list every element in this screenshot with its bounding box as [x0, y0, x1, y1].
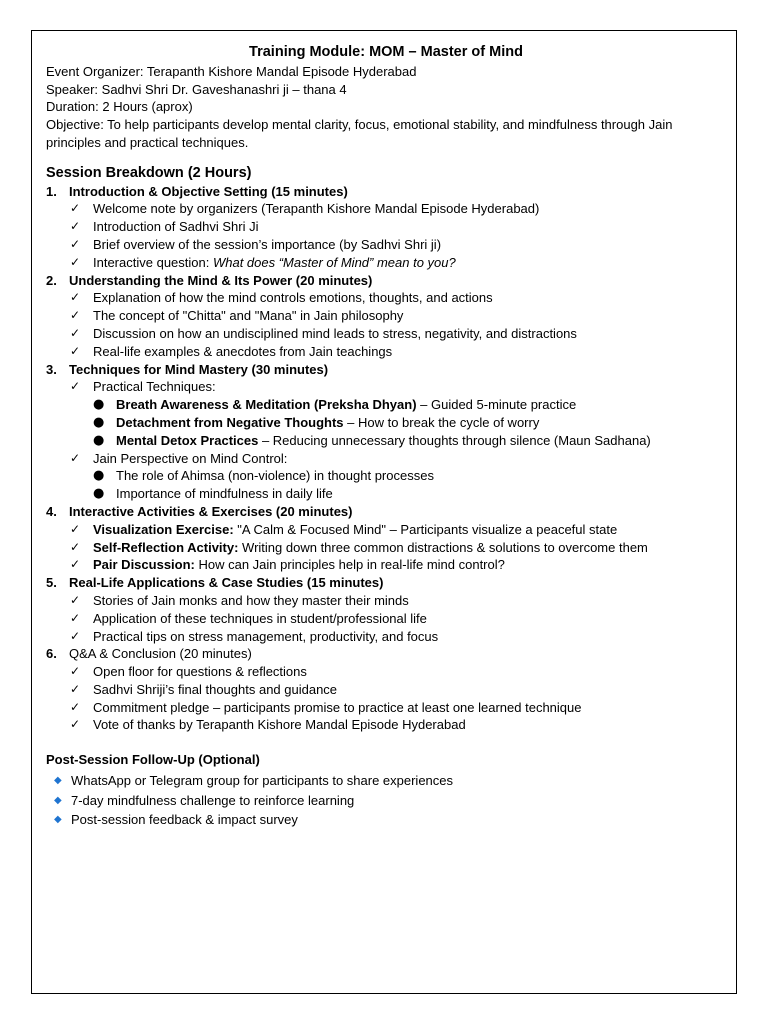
- check-item-text: Stories of Jain monks and how they master their minds: [93, 592, 409, 608]
- bullet-item: [46, 467, 726, 485]
- session-title: [46, 574, 726, 592]
- check-item-text: Welcome note by organizers (Terapanth Kishore Mandal Episode Hyderabad): [93, 201, 540, 217]
- followup-list: [46, 771, 726, 830]
- check-list: [46, 663, 726, 734]
- session-item: [46, 645, 726, 734]
- checkmark-icon: ✓: [70, 254, 81, 269]
- followup-item: [46, 810, 726, 830]
- session-title-text: Techniques for Mind Mastery (30 minutes): [69, 361, 329, 377]
- check-item-text: Commitment pledge – participants promise to practice at least one learned technique: [93, 699, 582, 715]
- session-number: 6.: [46, 646, 57, 662]
- check-item: [46, 254, 726, 272]
- session-breakdown-heading: Session Breakdown (2 Hours): [46, 164, 252, 181]
- session-list: [46, 183, 726, 735]
- check-item: [46, 592, 726, 610]
- session-item: [46, 272, 726, 361]
- session-number: 2.: [46, 272, 57, 288]
- check-item: [46, 325, 726, 343]
- check-item: [46, 628, 726, 646]
- session-title-text: Understanding the Mind & Its Power (20 minutes): [69, 272, 373, 288]
- bullet-icon: ●: [93, 432, 105, 448]
- checkmark-icon: ✓: [70, 699, 81, 714]
- check-list: [46, 450, 726, 468]
- activity-desc: How can Jain principles help in real-life mind control?: [194, 557, 505, 573]
- check-item-text: Interactive question:: [93, 254, 213, 270]
- checkmark-icon: ✓: [70, 592, 81, 607]
- bullet-icon: ●: [93, 486, 105, 502]
- check-item-text: Explanation of how the mind controls emotions, thoughts, and actions: [93, 290, 493, 306]
- activity-name: Visualization Exercise:: [93, 521, 234, 537]
- diamond-bullet-icon: ◆: [54, 794, 62, 806]
- check-item: [46, 307, 726, 325]
- followup-item: [46, 771, 726, 791]
- checkmark-icon: ✓: [70, 539, 81, 554]
- diamond-bullet-icon: ◆: [54, 775, 62, 787]
- check-item-text: Vote of thanks by Terapanth Kishore Mandal Episode Hyderabad: [93, 717, 466, 733]
- check-list: [46, 592, 726, 645]
- activity-name: Self-Reflection Activity:: [93, 539, 239, 555]
- document-body: [46, 44, 726, 830]
- activity-desc: "A Calm & Focused Mind" – Participants visualize a peaceful state: [233, 521, 618, 537]
- session-title-text: Interactive Activities & Exercises (20 minutes): [69, 503, 353, 519]
- check-item: [46, 716, 726, 734]
- check-item-text: Open floor for questions & reflections: [93, 664, 307, 680]
- checkmark-icon: ✓: [70, 379, 81, 394]
- check-item-text: Brief overview of the session’s importance (by Sadhvi Shri ji): [93, 236, 442, 252]
- technique-name: Mental Detox Practices: [116, 432, 259, 448]
- session-item: [46, 183, 726, 272]
- check-item: [46, 200, 726, 218]
- session-number: 5.: [46, 575, 57, 591]
- check-item-text: Sadhvi Shriji’s final thoughts and guidance: [93, 681, 338, 697]
- session-item: [46, 503, 726, 574]
- technique-desc: – Guided 5-minute practice: [416, 397, 577, 413]
- checkmark-icon: ✓: [70, 557, 81, 572]
- followup-item: [46, 791, 726, 811]
- organizer-line: Event Organizer: Terapanth Kishore Mandal Episode Hyderabad: [46, 63, 417, 79]
- check-item: [46, 218, 726, 236]
- technique-name: Breath Awareness & Meditation (Preksha Dhyan): [116, 397, 417, 413]
- activity-desc: Writing down three common distractions & solutions to overcome them: [238, 539, 648, 555]
- check-list: [46, 521, 726, 574]
- session-title-text: Real-Life Applications & Case Studies (15 minutes): [69, 575, 384, 591]
- check-item: [46, 521, 726, 539]
- session-title: [46, 272, 726, 290]
- check-item: [46, 699, 726, 717]
- interactive-question: What does “Master of Mind” mean to you?: [212, 254, 456, 270]
- checkmark-icon: ✓: [70, 610, 81, 625]
- check-item-text: Discussion on how an undisciplined mind leads to stress, negativity, and distractions: [93, 325, 577, 341]
- activity-name: Pair Discussion:: [93, 557, 195, 573]
- check-item-text: Practical tips on stress management, productivity, and focus: [93, 628, 439, 644]
- checkmark-icon: ✓: [70, 308, 81, 323]
- session-title-text: Introduction & Objective Setting (15 minutes): [69, 183, 348, 199]
- session-item: [46, 361, 726, 503]
- checkmark-icon: ✓: [70, 201, 81, 216]
- check-item: [46, 343, 726, 361]
- technique-desc: – Reducing unnecessary thoughts through silence (Maun Sadhana): [258, 432, 651, 448]
- check-item: [46, 450, 726, 468]
- checkmark-icon: ✓: [70, 521, 81, 536]
- bullet-item: [46, 414, 726, 432]
- bullet-icon: ●: [93, 414, 105, 430]
- check-item: [46, 610, 726, 628]
- session-item: [46, 574, 726, 645]
- followup-item-text: WhatsApp or Telegram group for participants to share experiences: [71, 773, 454, 789]
- technique-desc: – How to break the cycle of worry: [343, 414, 540, 430]
- check-item-text: Application of these techniques in student/professional life: [93, 610, 427, 626]
- document-title: Training Module: MOM – Master of Mind: [249, 44, 523, 60]
- bullet-item: [46, 432, 726, 450]
- bullet-item: [46, 485, 726, 503]
- checkmark-icon: ✓: [70, 664, 81, 679]
- bullet-item: [46, 396, 726, 414]
- checkmark-icon: ✓: [70, 219, 81, 234]
- bullet-text: Importance of mindfulness in daily life: [116, 486, 333, 502]
- checkmark-icon: ✓: [70, 325, 81, 340]
- followup-heading: Post-Session Follow-Up (Optional): [46, 752, 260, 768]
- followup-item-text: Post-session feedback & impact survey: [71, 812, 298, 828]
- session-title: [46, 183, 726, 201]
- checkmark-icon: ✓: [70, 343, 81, 358]
- bullet-text: The role of Ahimsa (non-violence) in thought processes: [116, 468, 434, 484]
- practical-techniques-label: Practical Techniques:: [93, 379, 216, 395]
- diamond-bullet-icon: ◆: [54, 814, 62, 826]
- bullet-list: [46, 467, 726, 503]
- session-title-text: Q&A & Conclusion (20 minutes): [69, 646, 252, 662]
- session-number: 3.: [46, 361, 57, 377]
- followup-item-text: 7-day mindfulness challenge to reinforce learning: [71, 792, 355, 808]
- checkmark-icon: ✓: [70, 290, 81, 305]
- check-item: [46, 289, 726, 307]
- check-item: [46, 236, 726, 254]
- duration-line: Duration: 2 Hours (aprox): [46, 99, 193, 115]
- check-item: [46, 378, 726, 396]
- checkmark-icon: ✓: [70, 681, 81, 696]
- check-item: [46, 539, 726, 557]
- objective-line: Objective: To help participants develop mental clarity, focus, emotional stability, and mindfulness through Jain principles and practical techniques.: [46, 117, 673, 150]
- jain-perspective-label: Jain Perspective on Mind Control:: [93, 450, 288, 466]
- check-list: [46, 289, 726, 360]
- checkmark-icon: ✓: [70, 717, 81, 732]
- check-item: [46, 663, 726, 681]
- bullet-icon: ●: [93, 397, 105, 413]
- bullet-icon: ●: [93, 468, 105, 484]
- check-item-text: Real-life examples & anecdotes from Jain teachings: [93, 343, 393, 359]
- checkmark-icon: ✓: [70, 450, 81, 465]
- speaker-line: Speaker: Sadhvi Shri Dr. Gaveshanashri ji – thana 4: [46, 81, 347, 97]
- session-number: 1.: [46, 183, 57, 199]
- check-list: [46, 200, 726, 271]
- session-title: [46, 503, 726, 521]
- checkmark-icon: ✓: [70, 236, 81, 251]
- check-item: [46, 556, 726, 574]
- session-number: 4.: [46, 503, 57, 519]
- session-title: [46, 361, 726, 379]
- check-item-text: Introduction of Sadhvi Shri Ji: [93, 219, 259, 235]
- check-list: [46, 378, 726, 396]
- check-item-text: The concept of "Chitta" and "Mana" in Jain philosophy: [93, 308, 404, 324]
- technique-name: Detachment from Negative Thoughts: [116, 414, 344, 430]
- checkmark-icon: ✓: [70, 628, 81, 643]
- bullet-list: [46, 396, 726, 449]
- check-item: [46, 681, 726, 699]
- session-title: [46, 645, 726, 663]
